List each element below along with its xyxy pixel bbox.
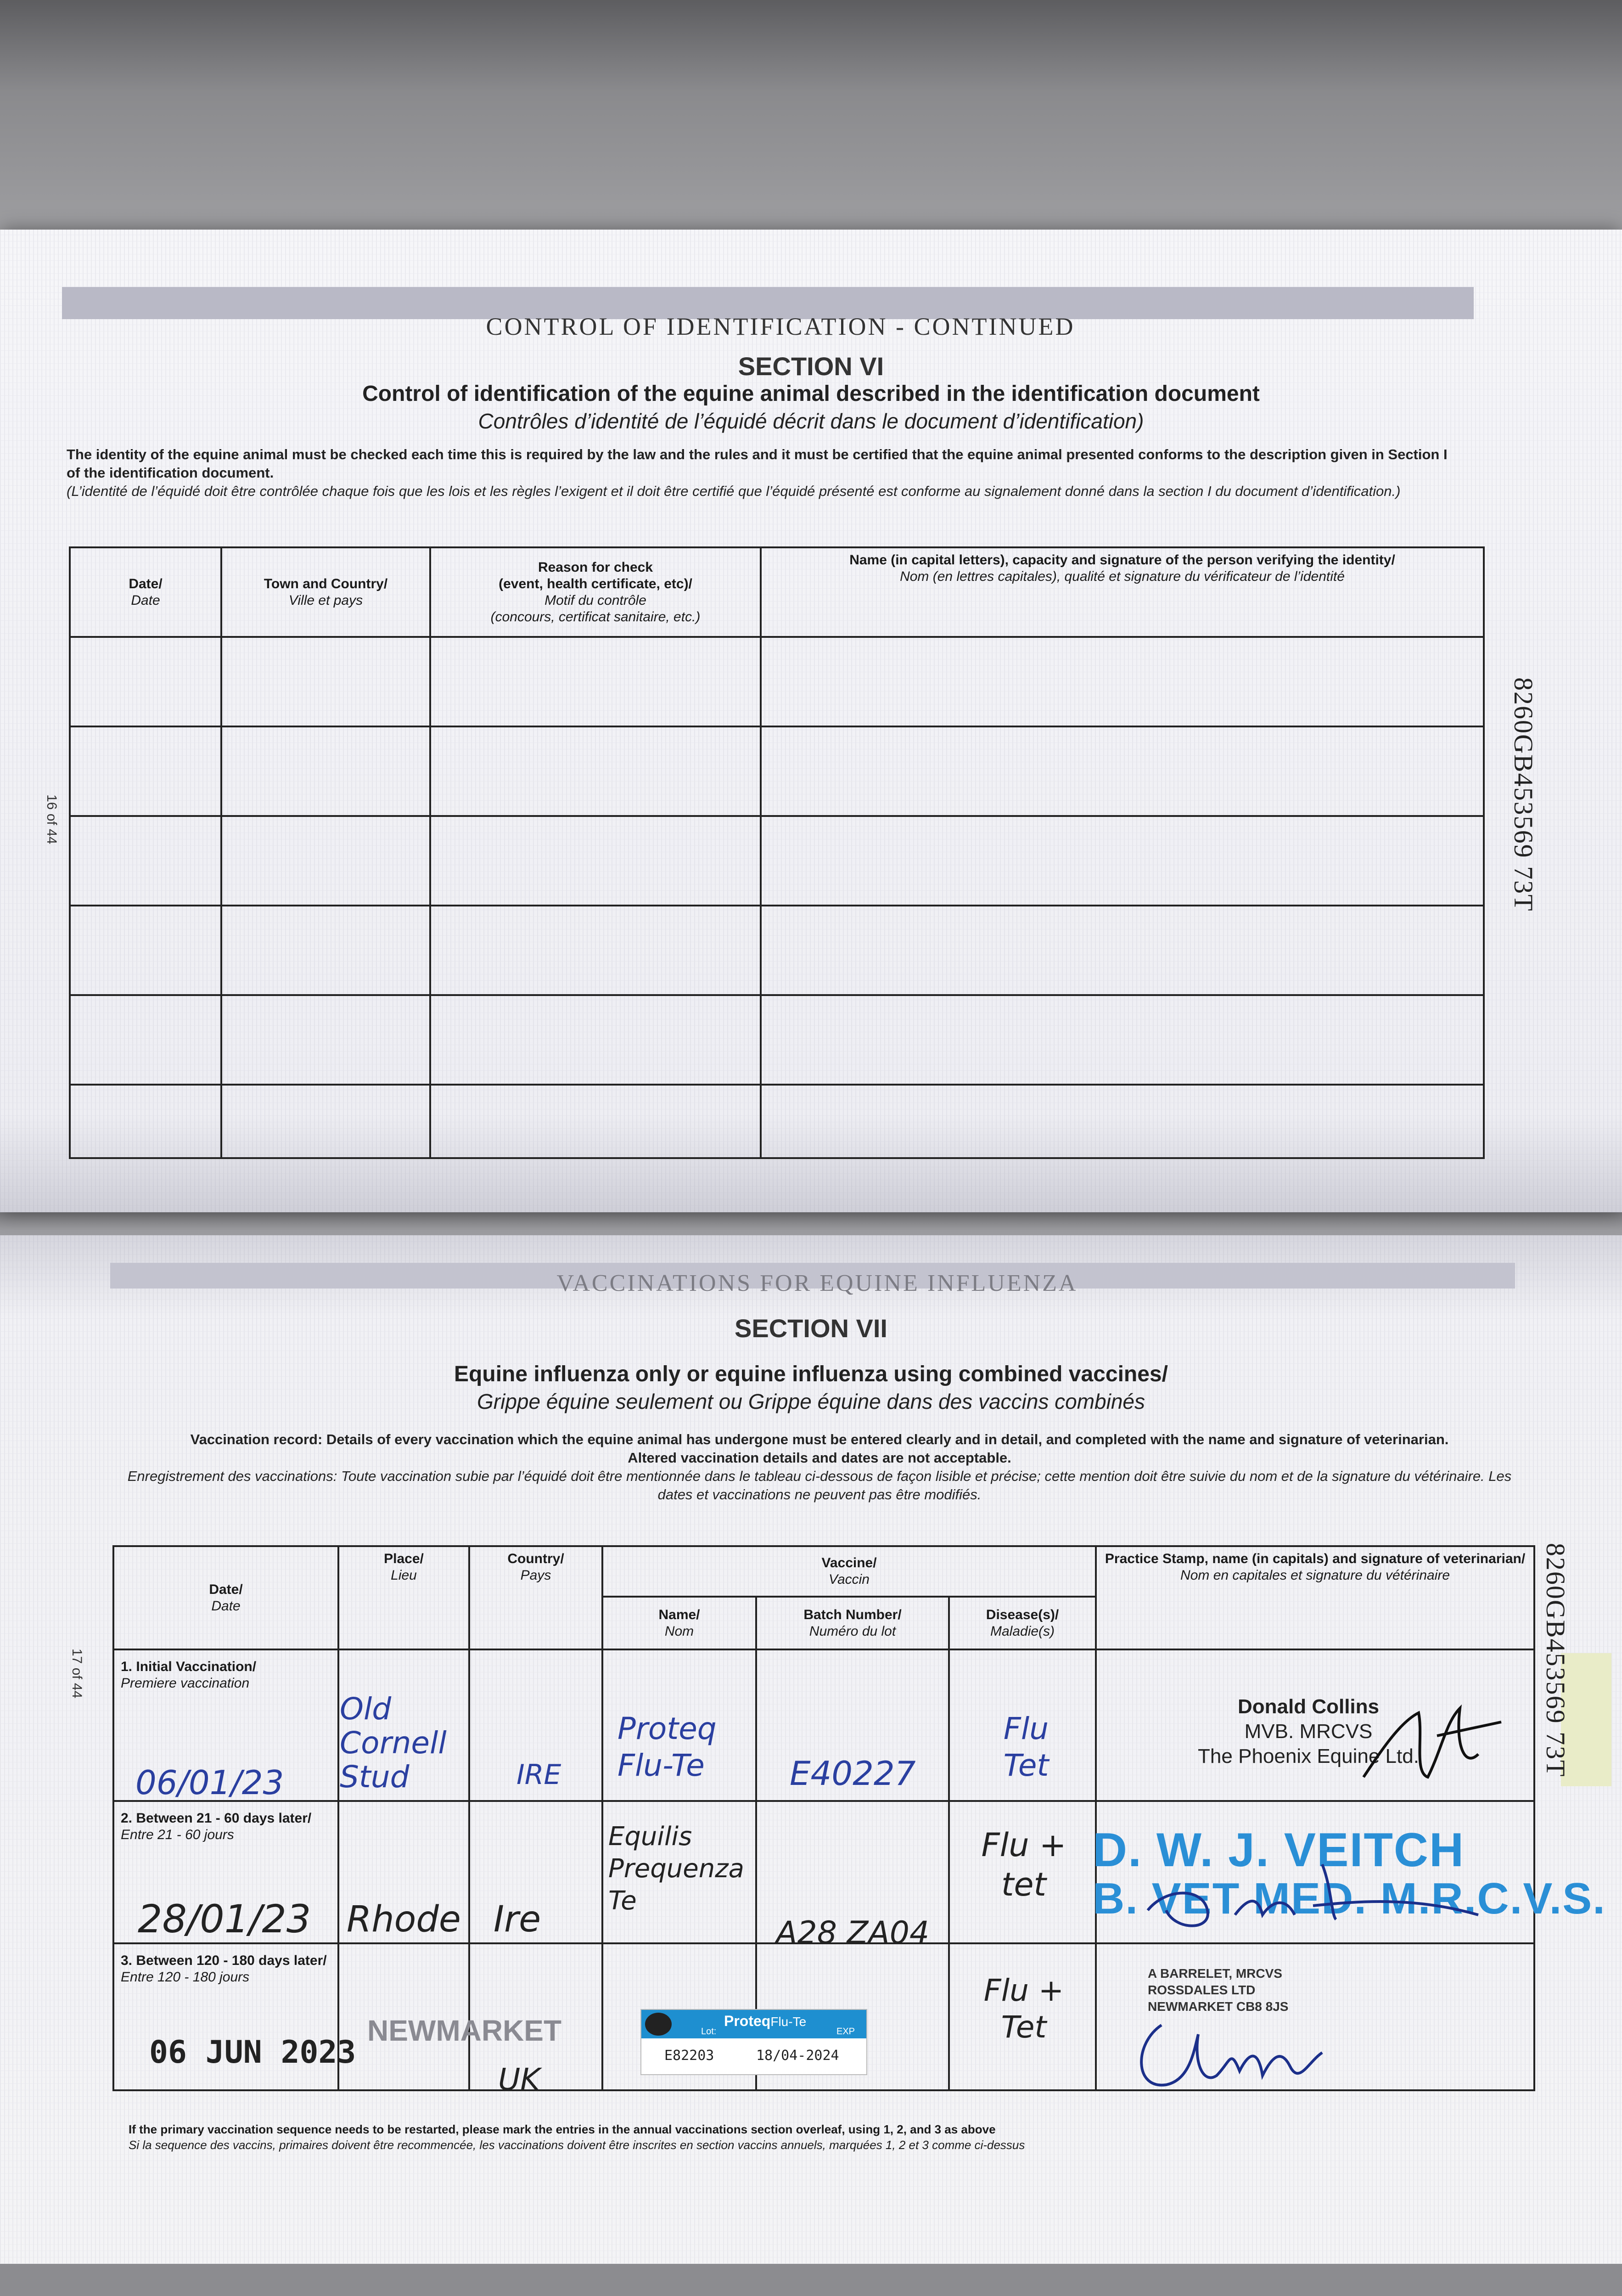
intro-bold: The identity of the equine animal must be checked each time this is required by the law and the rules and it must be certified that the equine animal presented conforms to the description given in Section I of the identification document. (67, 446, 1448, 481)
row1-disease: Flu Tet (1003, 1711, 1049, 1783)
row1-date: 06/01/23 (135, 1763, 284, 1802)
table-row (70, 637, 1484, 726)
col-vaccine: Vaccine/ Vaccin (602, 1546, 1096, 1597)
section-title: SECTION VII (735, 1314, 887, 1343)
stamp-line-2: ROSSDALES LTD (1148, 1983, 1256, 1997)
page-number: 16 of 44 (44, 794, 59, 844)
table-row (70, 726, 1484, 816)
col-date: Date/ Date (113, 1546, 338, 1649)
identity-check-table (69, 546, 1485, 1159)
page-17 (0, 1235, 1622, 2264)
row1-place: Old Cornell Stud (340, 1691, 447, 1795)
stamp-line-3: NEWMARKET CB8 8JS (1148, 1999, 1289, 2014)
row1-batch: E40227 (790, 1754, 916, 1793)
band-title: VACCINATIONS FOR EQUINE INFLUENZA (556, 1270, 1078, 1296)
intro-text (67, 445, 1458, 501)
row2-place: Rhode (347, 1899, 461, 1940)
col-reason: Reason for check (event, health certificate, etc)/ Motif du contrôle (concours, certificat sanitaire, etc.) (430, 547, 761, 637)
record-fr-label: Enregistrement des vaccinations: (127, 1468, 337, 1484)
signature-3 (1125, 2007, 1336, 2099)
record-fr: Toute vaccination subie par l’équidé doit être mentionnée dans le tableau ci-dessous de façon lisible et précise; cette mention doit être suivie du nom et de la signature du vétérinaire. Les dates et vaccinations ne peuvent pas être modifiés. (341, 1468, 1512, 1503)
sticker-batch: E82203 (664, 2048, 714, 2064)
table-row (70, 906, 1484, 995)
row2-date: 28/01/23 (138, 1896, 311, 1941)
row3-disease: Flu + Tet (983, 1973, 1064, 2045)
col-country: Country/ Pays (469, 1546, 602, 1649)
table-row (70, 1085, 1484, 1158)
sticker-exp: EXP (836, 2026, 855, 2037)
col-town: Town and Country/ Ville et pays (221, 547, 430, 637)
section-heading-fr: Contrôles d’identité de l’équidé décrit dans le document d’identification) (478, 409, 1144, 433)
vet-practice: The Phoenix Equine Ltd. (1198, 1745, 1419, 1767)
sticker-lot: Lot: (701, 2026, 717, 2037)
sticker-expiry: 18/04-2024 (756, 2048, 839, 2064)
sticker-brand: ProteqFlu-Te (724, 2013, 807, 2029)
row2-batch: A28 ZA04 (776, 1915, 930, 1951)
page-16 (0, 230, 1622, 1212)
col-batch: Batch Number/ Numéro du lot (756, 1597, 949, 1649)
page-number: 17 of 44 (69, 1649, 84, 1699)
side-id: 8260GB453569 73T (1509, 677, 1538, 912)
col-verifier: Name (in capital letters), capacity and signature of the person verifying the identity/ Nom (en lettres capitales), qualité et signature du vérificateur de l’identité (761, 547, 1484, 637)
section-heading: Control of identification of the equine animal described in the identification document (362, 382, 1260, 406)
section-heading-fr: Grippe équine seulement ou Grippe équine dans des vaccins combinés (477, 1390, 1145, 1413)
vet-name: Donald Collins (1238, 1695, 1379, 1718)
section-heading: Equine influenza only or equine influenza using combined vaccines/ (454, 1362, 1168, 1386)
signature-2 (1139, 1846, 1487, 1938)
col-place: Place/ Lieu (338, 1546, 469, 1649)
row2-stamp-line2: B. VET MED. M.R.C.V.S. (1093, 1874, 1606, 1923)
row-label: 1. Initial Vaccination/ Premiere vaccination (113, 1649, 338, 1801)
table-row (70, 816, 1484, 906)
vet-qualification: MVB. MRCVS (1244, 1720, 1373, 1743)
intro-fr: (L’identité de l’équidé doit être contrôlée chaque fois que les lois et les règles l’exigent et il doit être certifié que l’équidé présenté est conforme au signalement donné dans la section I du document d’identification.) (67, 483, 1401, 499)
section-title: SECTION VI (738, 352, 884, 381)
col-stamp: Practice Stamp, name (in capitals) and signature of veterinarian/ Nom en capitales et signature du vétérinaire (1096, 1546, 1534, 1649)
record-bold: Vaccination record: Details of every vaccination which the equine animal has undergone must be entered clearly and in detail, and completed with the name and signature of veterinarian. (190, 1431, 1449, 1447)
table-row (70, 995, 1484, 1085)
footer-note (129, 2122, 1529, 2153)
record-text (117, 1430, 1522, 1504)
row3-country: UK (498, 2062, 540, 2097)
band-title: CONTROL OF IDENTIFICATION - CONTINUED (486, 313, 1075, 340)
footer-en: If the primary vaccination sequence needs to be restarted, please mark the entries in the annual vaccinations section overleaf, using 1, 2, and 3 as above (129, 2122, 996, 2136)
row3-date-stamp: 06 JUN 2023 (149, 2034, 356, 2071)
row2-disease: Flu + tet (981, 1826, 1066, 1903)
row2-vaccine: Equilis Prequenza Te (608, 1822, 744, 1916)
row-label: 3. Between 120 - 180 days later/ Entre 120 - 180 jours (113, 1943, 338, 2090)
record-bold-2: Altered vaccination details and dates are not acceptable. (628, 1450, 1011, 1466)
side-id: 8260GB453569 73T (1541, 1543, 1571, 1778)
col-date: Date/ Date (70, 547, 221, 637)
row2-stamp-line1: D. W. J. VEITCH (1093, 1823, 1465, 1877)
signature-1 (1354, 1694, 1510, 1800)
col-disease: Disease(s)/ Maladie(s) (949, 1597, 1096, 1649)
row-label: 2. Between 21 - 60 days later/ Entre 21 - 60 jours (113, 1801, 338, 1943)
footer-fr: Si la sequence des vaccins, primaires doivent être recommencée, les vaccinations doivent être inscrites en section vaccins annuels, marquées 1, 2 et 3 comme ci-dessus (129, 2138, 1025, 2152)
row1-country: IRE (516, 1759, 561, 1791)
vaccine-batch-sticker (640, 2009, 867, 2075)
col-vaccine-name: Name/ Nom (602, 1597, 756, 1649)
stamp-line-1: A BARRELET, MRCVS (1148, 1966, 1282, 1981)
row2-country: Ire (494, 1899, 541, 1940)
row1-vaccine: Proteq Flu-Te (617, 1711, 717, 1783)
row3-place-stamp: NEWMARKET (367, 2014, 562, 2047)
sticker-logo-icon (645, 2013, 672, 2036)
